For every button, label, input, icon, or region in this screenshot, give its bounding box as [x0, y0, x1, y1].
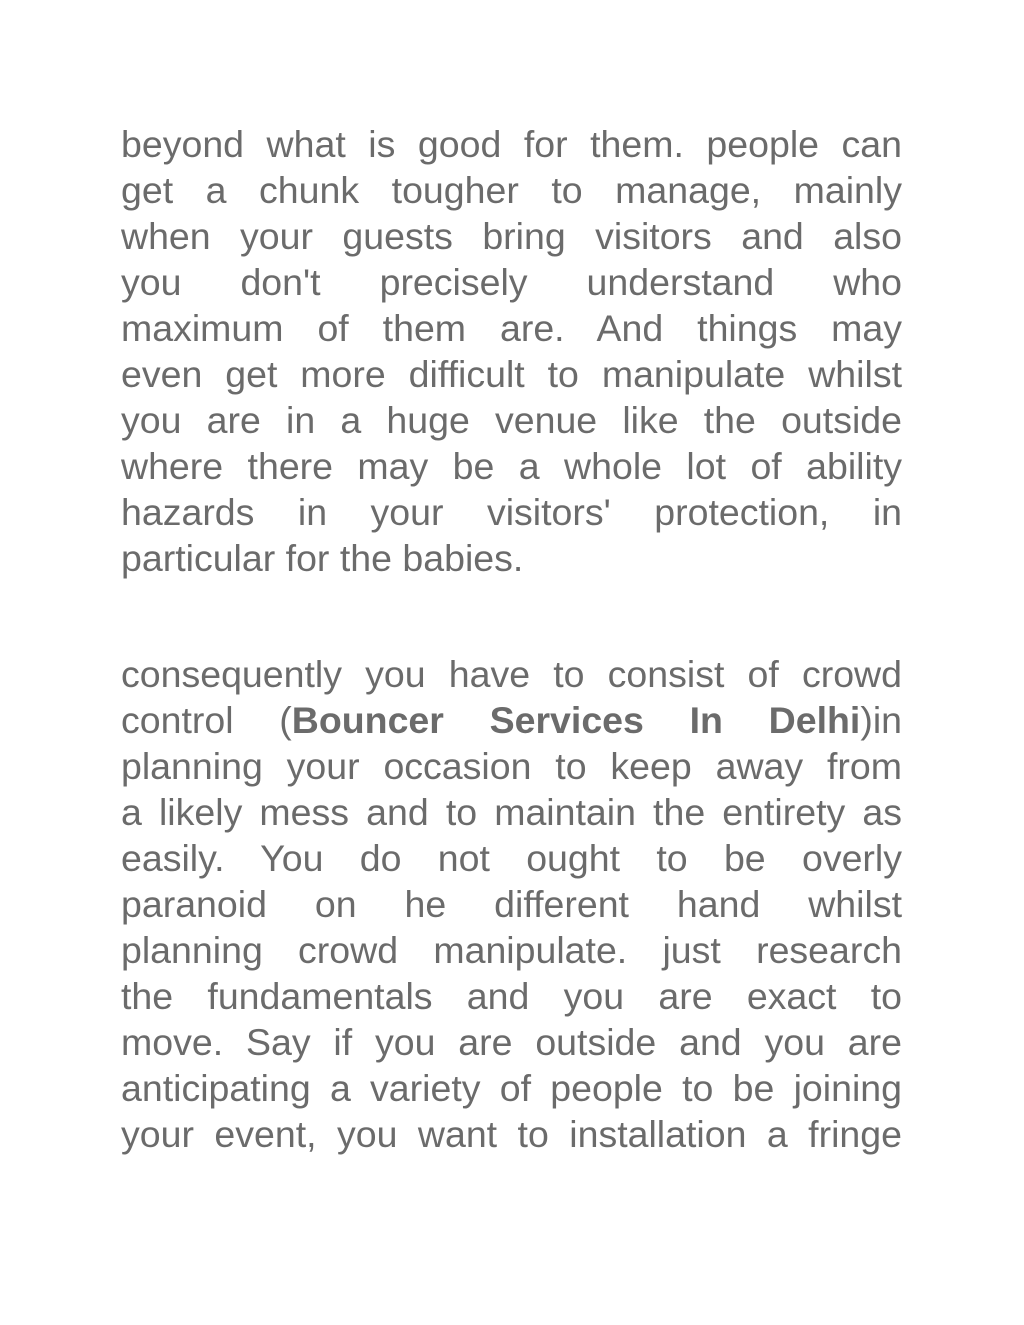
- paragraph-line: where there may be a whole lot of ability: [121, 445, 902, 487]
- bold-keyword-link-text: Bouncer Services In Delhi: [291, 699, 861, 741]
- paragraph-line: planning crowd manipulate. just research: [121, 929, 902, 971]
- paragraph-line: paranoid on he different hand whilst: [121, 883, 902, 925]
- paragraph-line: easily. You do not ought to be overly: [121, 837, 902, 879]
- line-text-after-keyword: )in: [860, 699, 903, 741]
- paragraph-line: when your guests bring visitors and also: [121, 215, 902, 257]
- paragraph-line: particular for the babies.: [121, 537, 524, 579]
- paragraph-line: you don't precisely understand who: [121, 261, 902, 303]
- paragraph-line: consequently you have to consist of crowd: [121, 653, 902, 695]
- paragraph-line: beyond what is good for them. people can: [121, 123, 902, 165]
- paragraph-1: [121, 121, 902, 581]
- paragraph-line: your event, you want to installation a fringe: [121, 1113, 902, 1155]
- paragraph-line: hazards in your visitors' protection, in: [121, 491, 902, 533]
- paragraph-line: get a chunk tougher to manage, mainly: [121, 169, 902, 211]
- paragraph-2: [121, 651, 902, 1157]
- paragraph-line: a likely mess and to maintain the entirety as: [121, 791, 902, 833]
- line-text-before-keyword: control (: [121, 699, 292, 741]
- paragraph-line: move. Say if you are outside and you are: [121, 1021, 902, 1063]
- paragraph-line: even get more difficult to manipulate whilst: [121, 353, 902, 395]
- paragraph-line-with-keyword: [121, 697, 902, 743]
- paragraph-line: the fundamentals and you are exact to: [121, 975, 902, 1017]
- paragraph-line: anticipating a variety of people to be joining: [121, 1067, 902, 1109]
- paragraph-line: planning your occasion to keep away from: [121, 745, 902, 787]
- paragraph-line: maximum of them are. And things may: [121, 307, 902, 349]
- paragraph-line: you are in a huge venue like the outside: [121, 399, 902, 441]
